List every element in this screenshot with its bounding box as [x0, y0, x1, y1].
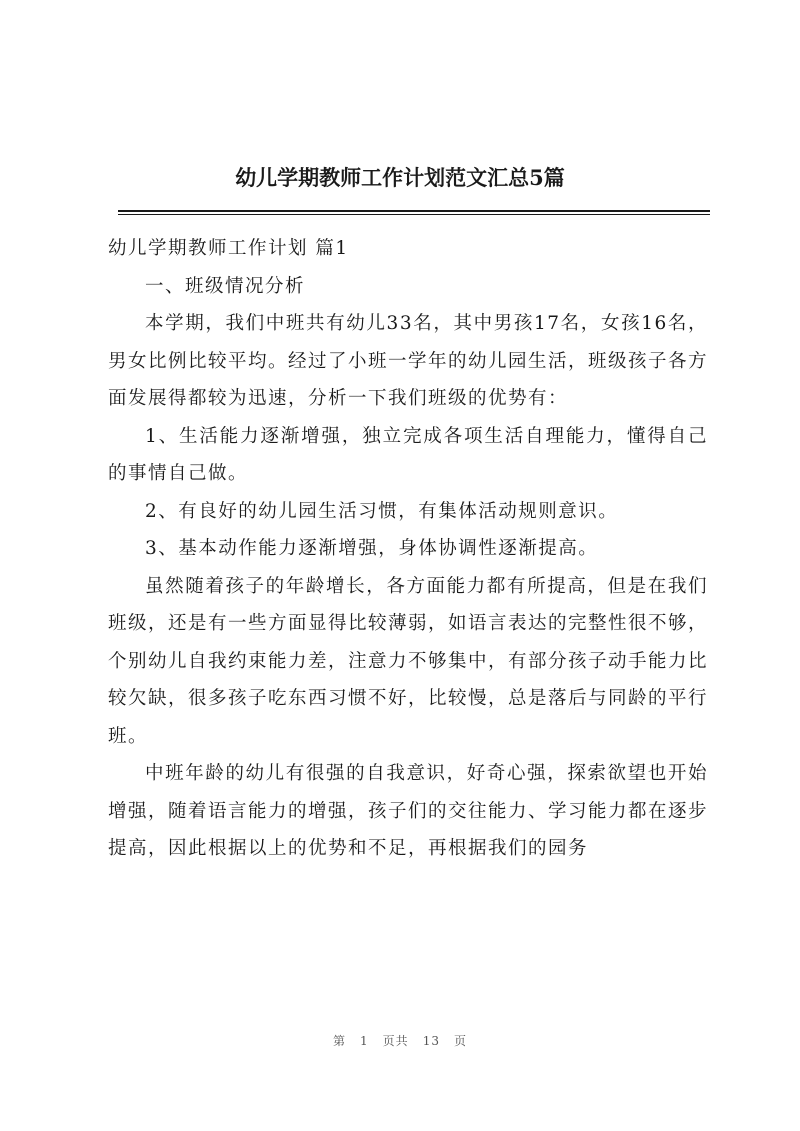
paragraph: 本学期，我们中班共有幼儿33名，其中男孩17名，女孩16名，男女比例比较平均。经过了小班一学年的幼儿园生活，班级孩子各方面发展得都较为迅速，分析一下我们班级的优势有：: [108, 313, 709, 409]
paragraph: 中班年龄的幼儿有很强的自我意识，好奇心强，探索欲望也开始增强，随着语言能力的增强，孩子们的交往能力、学习能力都在逐步提高，因此根据以上的优势和不足，再根据我们的园务: [108, 763, 709, 859]
list-item: 3、基本动作能力逐渐增强，身体协调性逐渐提高。: [145, 538, 599, 559]
subheading-class-analysis: 一、班级情况分析: [145, 275, 306, 297]
footer-label-page: 第: [333, 1034, 347, 1048]
paragraph: 虽然随着孩子的年龄增长，各方面能力都有所提高，但是在我们班级，还是有一些方面显得比较薄弱，如语言表达的完整性很不够，个别幼儿自我约束能力差，注意力不够集中，有部分孩子动手能力比较欠缺，很多孩子吃东西习惯不好，比较慢，总是落后与同龄的平行班。: [108, 575, 709, 747]
section-heading: 幼儿学期教师工作计划 篇1: [108, 238, 349, 259]
page-footer: [0, 1032, 800, 1049]
list-item: 2、有良好的幼儿园生活习惯，有集体活动规则意识。: [145, 500, 619, 522]
title-divider-thick: [118, 210, 710, 212]
title-divider-thin: [118, 214, 710, 215]
list-item: 1、生活能力逐渐增强，独立完成各项生活自理能力，懂得自己的事情自己做。: [108, 425, 708, 484]
document-body: [108, 230, 708, 868]
footer-total-pages: 13: [422, 1034, 440, 1048]
footer-label-end: 页: [453, 1034, 467, 1048]
footer-label-of: 页共: [382, 1034, 409, 1048]
document-title: 幼儿学期教师工作计划范文汇总5篇: [235, 165, 565, 190]
footer-current-page: 1: [360, 1034, 369, 1048]
